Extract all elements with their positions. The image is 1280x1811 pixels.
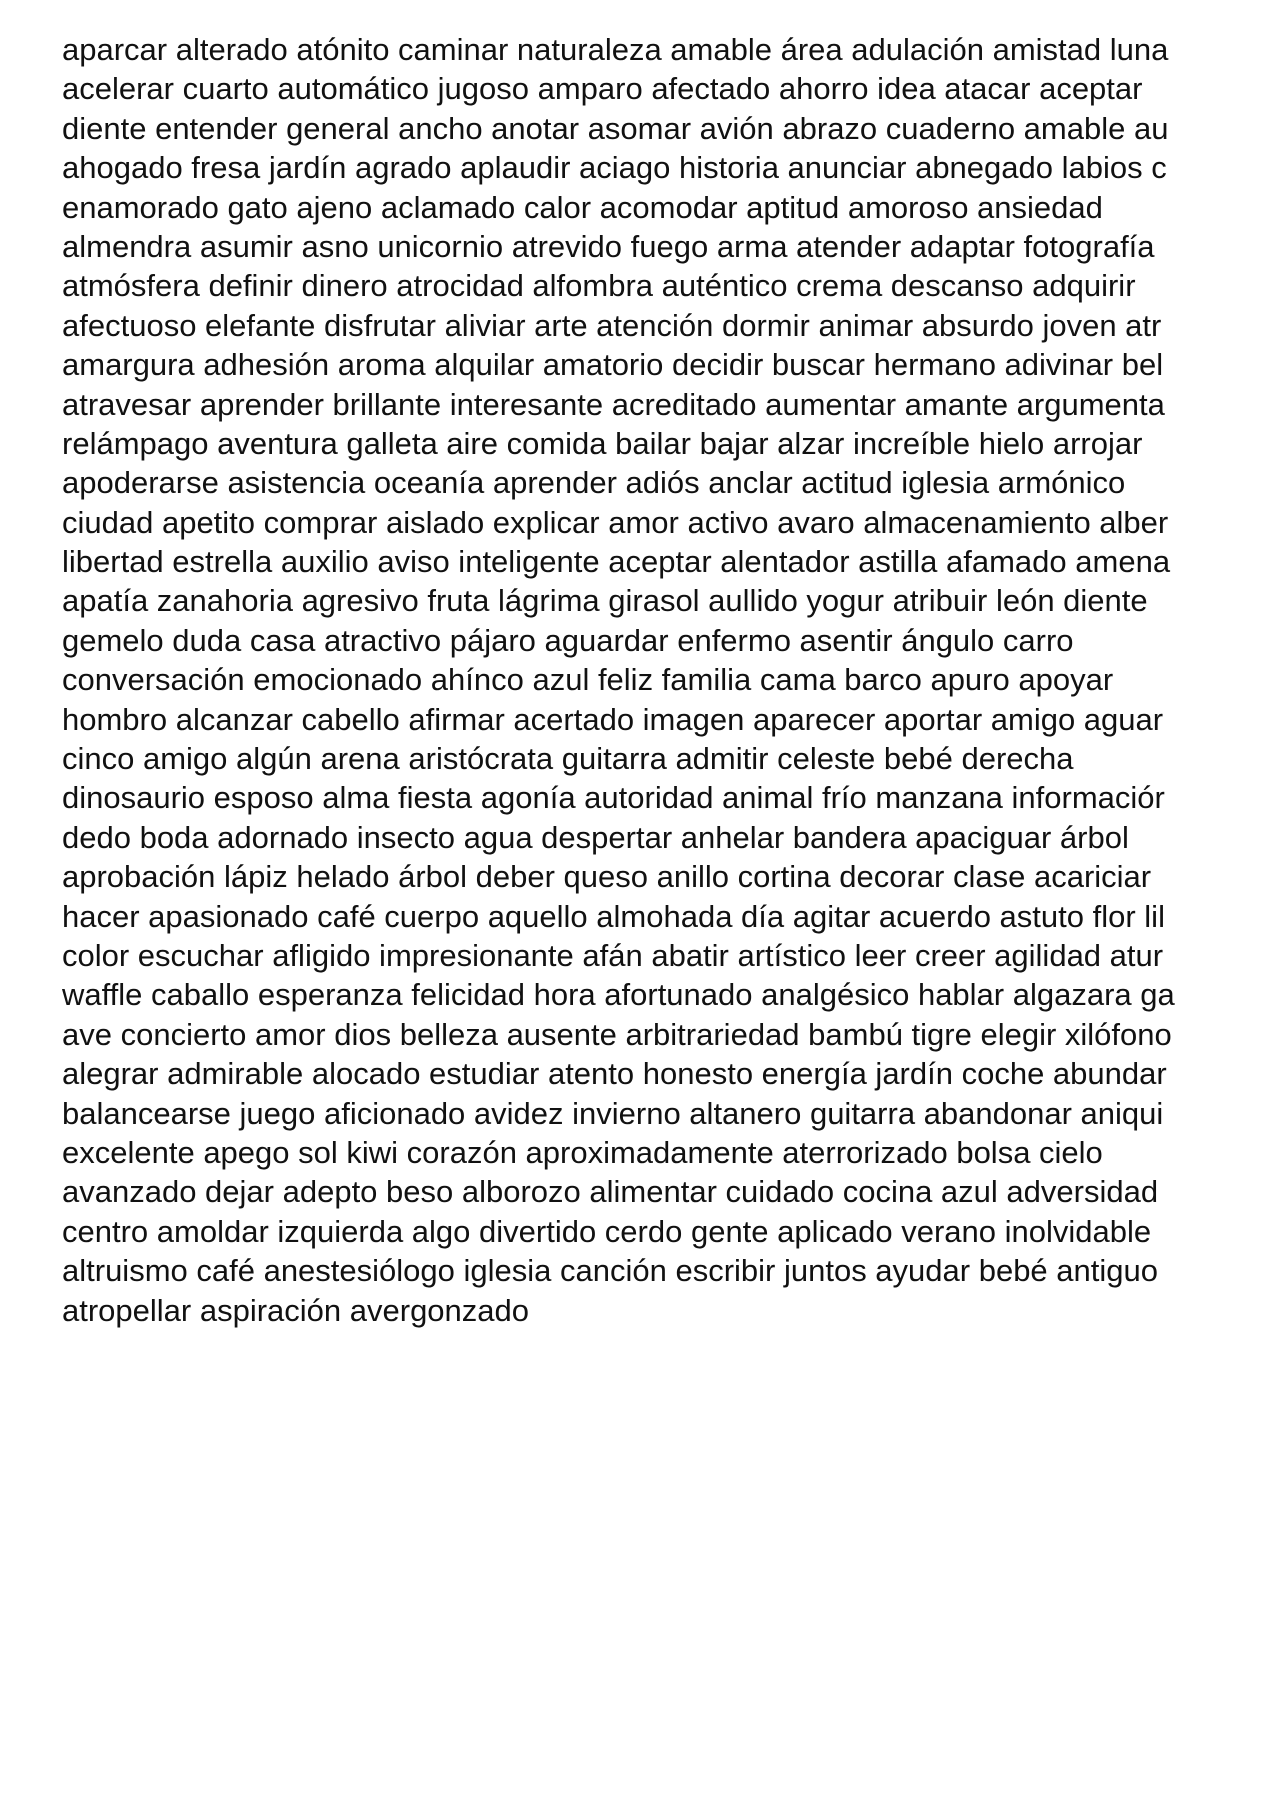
text-line: libertad estrella auxilio aviso inteligente aceptar alentador astilla afamado amena: [62, 544, 1171, 580]
text-line: color escuchar afligido impresionante afán abatir artístico leer creer agilidad atur: [62, 937, 1164, 973]
text-line: apoderarse asistencia oceanía aprender adiós anclar actitud iglesia armónico: [62, 465, 1126, 501]
word-list-text-block: [62, 30, 1280, 1330]
text-line: balancearse juego aficionado avidez invierno altanero guitarra abandonar aniqui: [62, 1095, 1164, 1131]
text-line: centro amoldar izquierda algo divertido cerdo gente aplicado verano inolvidable: [62, 1213, 1152, 1249]
text-line: diente entender general ancho anotar asomar avión abrazo cuaderno amable au: [62, 110, 1169, 146]
text-line: conversación emocionado ahínco azul feliz familia cama barco apuro apoyar: [62, 662, 1114, 698]
text-line: hombro alcanzar cabello afirmar acertado imagen aparecer aportar amigo aguar: [62, 701, 1164, 737]
text-line: relámpago aventura galleta aire comida bailar bajar alzar increíble hielo arrojar: [62, 425, 1143, 461]
text-line: atmósfera definir dinero atrocidad alfombra auténtico crema descanso adquirir: [62, 268, 1136, 304]
text-line: acelerar cuarto automático jugoso amparo afectado ahorro idea atacar aceptar: [62, 71, 1143, 107]
text-line: ahogado fresa jardín agrado aplaudir aciago historia anunciar abnegado labios c: [62, 150, 1167, 186]
text-line: gemelo duda casa atractivo pájaro aguardar enfermo asentir ángulo carro: [62, 622, 1074, 658]
text-line: aparcar alterado atónito caminar naturaleza amable área adulación amistad luna: [62, 32, 1169, 67]
text-line: avanzado dejar adepto beso alborozo alimentar cuidado cocina azul adversidad: [62, 1174, 1159, 1210]
text-line: dedo boda adornado insecto agua despertar anhelar bandera apaciguar árbol: [62, 819, 1129, 855]
text-line: atropellar aspiración avergonzado: [62, 1292, 530, 1328]
text-line: aprobación lápiz helado árbol deber queso anillo cortina decorar clase acariciar: [62, 859, 1152, 895]
text-line: dinosaurio esposo alma fiesta agonía autoridad animal frío manzana informaciór: [62, 780, 1165, 816]
text-line: amargura adhesión aroma alquilar amatorio decidir buscar hermano adivinar bel: [62, 347, 1164, 383]
text-line: waffle caballo esperanza felicidad hora afortunado analgésico hablar algazara ga: [62, 977, 1175, 1013]
text-line: alegrar admirable alocado estudiar atento honesto energía jardín coche abundar: [62, 1056, 1167, 1092]
text-line: excelente apego sol kiwi corazón aproximadamente aterrorizado bolsa cielo: [62, 1134, 1103, 1170]
text-line: ave concierto amor dios belleza ausente arbitrariedad bambú tigre elegir xilófono: [62, 1016, 1172, 1052]
text-line: cinco amigo algún arena aristócrata guitarra admitir celeste bebé derecha: [62, 741, 1074, 777]
text-line: afectuoso elefante disfrutar aliviar arte atención dormir animar absurdo joven atr: [62, 307, 1162, 343]
text-line: atravesar aprender brillante interesante acreditado aumentar amante argumenta: [62, 386, 1165, 422]
text-line: almendra asumir asno unicornio atrevido fuego arma atender adaptar fotografía: [62, 228, 1155, 264]
text-line: enamorado gato ajeno aclamado calor acomodar aptitud amoroso ansiedad: [62, 189, 1103, 225]
text-line: hacer apasionado café cuerpo aquello almohada día agitar acuerdo astuto flor lil: [62, 898, 1165, 934]
text-line: altruismo café anestesiólogo iglesia canción escribir juntos ayudar bebé antiguo: [62, 1253, 1158, 1289]
text-line: apatía zanahoria agresivo fruta lágrima girasol aullido yogur atribuir león diente: [62, 583, 1148, 619]
text-line: ciudad apetito comprar aislado explicar amor activo avaro almacenamiento alber: [62, 504, 1169, 540]
